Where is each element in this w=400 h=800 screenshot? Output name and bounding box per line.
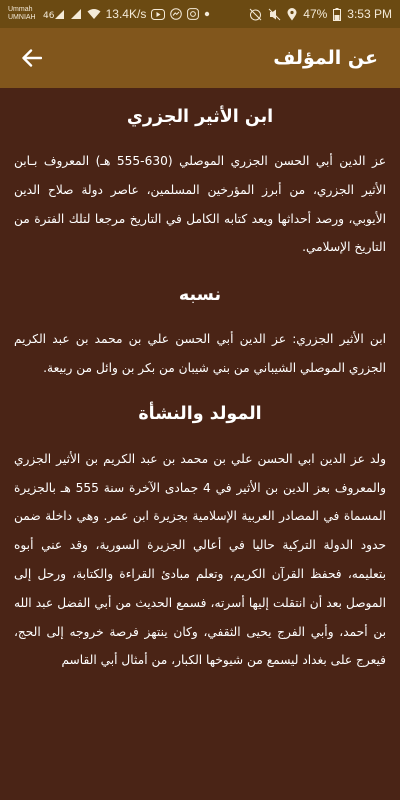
wifi-icon (87, 8, 101, 20)
section-title-lineage: نسبه (178, 285, 222, 306)
section-text-birth: ولد عز الدين ابي الحسن علي بن محمد بن عبد الكريم بن الأثير الجزري والمعروف بعز الدين بن الأثير في 4 جمادى الآخرة سنة 555 هـ بالجزيرة المسماة في المصادر العربية الإسلامية بجزيرة ابن عمر. وهي داخلة ضمن حدود الدولة التركية حاليا في أعالي الجزيرة السورية، وقد عني أبوه بتعليمه، فحفظ القرآن الكريم، وتعلم مبادئ القراءة والكتابة، ورحل إلى الموصل بعد أن انتقلت إليها أسرته، فسمع الحديث من أبي الفضل عبد الله بن أحمد، وأبي الفرج يحيى الثقفي، وكان ينتهز فرصة خروجه إلى الحج، فيعرج على بغداد ليسمع من شيوخها الكبار، من أمثال أبي القاسم (14, 451, 386, 668)
notification-dot-icon (204, 11, 210, 17)
svg-text:46: 46 (42, 11, 55, 20)
battery-percent: 47% (303, 7, 328, 21)
location-icon (287, 8, 297, 21)
about-author-content[interactable] (0, 88, 400, 800)
youtube-icon (151, 9, 165, 20)
carrier-name (8, 6, 36, 22)
status-bar (0, 0, 400, 28)
signal-icon-2 (70, 8, 82, 20)
alarm-off-icon (249, 8, 262, 21)
carrier-top: Ummah (8, 6, 33, 13)
arrow-back-icon (22, 49, 42, 67)
app-bar (0, 28, 400, 88)
section-text-lineage: ابن الأثير الجزري: عز الدين أبي الحسن علي بن محمد بن عبد الكريم الجزري الموصلي الشيباني من بني شيبان من بكر بن وائل من ربيعة. (14, 332, 386, 375)
instagram-icon (187, 8, 199, 20)
clock: 3:53 PM (347, 7, 392, 21)
mute-icon (268, 8, 281, 21)
battery-icon (333, 8, 341, 21)
section-title-author: ابن الأثير الجزري (126, 107, 274, 127)
status-right (249, 7, 392, 21)
network-speed: 13.4K/s (105, 7, 147, 21)
signal-icon (43, 8, 65, 20)
back-button[interactable] (18, 44, 46, 72)
messenger-icon (170, 8, 182, 20)
section-title-birth: المولد والنشأة (138, 403, 262, 424)
page-title: عن المؤلف (273, 47, 378, 69)
carrier-bottom: UMNIAH (8, 14, 36, 21)
section-text-author: عز الدين أبي الحسن الجزري الموصلي (555-630 هـ) المعروف بـابن الأثير الجزري، من أبرز المؤرخين المسلمين، عاصر دولة صلاح الدين الأيوبي، ورصد أحداثها ويعد كتابه الكامل في التاريخ مرجعا لتلك الفترة من التاريخ الإسلامي. (14, 154, 386, 255)
status-left (8, 6, 210, 22)
